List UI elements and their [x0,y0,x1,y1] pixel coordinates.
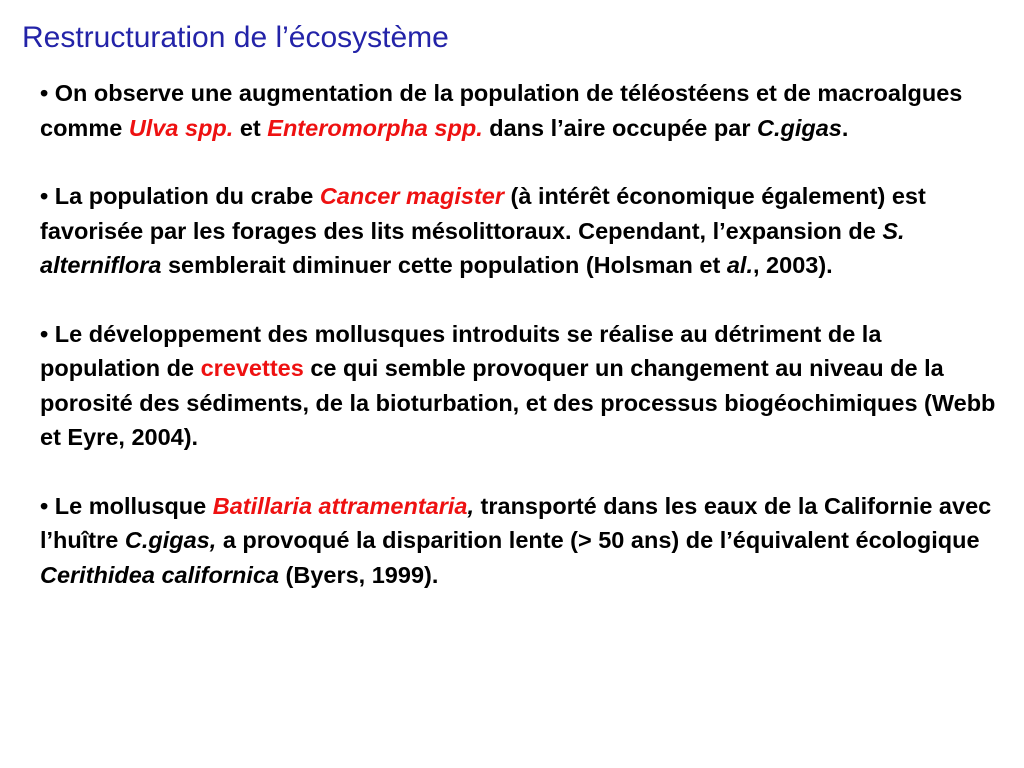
bullet-marker: • [40,183,49,209]
bullet-item-crab [40,179,1000,283]
text-segment: . [841,114,849,141]
bullet-marker: • [40,80,49,106]
species-name: Cerithidea californica [40,561,279,588]
species-name: S. alterniflora [40,217,905,278]
bullet-item-teleosts [40,76,1000,145]
text-segment: La population du crabe [54,183,320,209]
text-segment: a provoqué la disparition lente (> 50 ans) de l’équivalent écologique [216,527,980,553]
text-segment: , [467,492,474,519]
highlight-term: crevettes [200,355,304,381]
text-segment: et [233,114,268,141]
text-segment: On observe une augmentation de la population de téléostéens et de macroalgues comme [40,80,963,141]
text-segment: Le mollusque [54,492,213,519]
text-segment: (Byers, 1999). [279,561,439,588]
species-name: Ulva spp. [128,114,234,141]
species-name: Enteromorpha spp. [267,114,483,141]
bullet-item-molluscs [40,317,1000,455]
bullet-list [40,76,1000,592]
text-segment: , 2003). [753,252,833,278]
species-name: Batillaria attramentaria [212,492,468,519]
slide-title: Restructuration de l’écosystème [22,21,449,54]
bullet-marker: • [40,320,49,347]
text-segment: Le développement des mollusques introduits se réalise au détriment de la population de [40,320,882,381]
text-segment: dans l’aire occupée par [482,114,757,141]
text-segment: ce qui semble provoquer un changement au niveau de la porosité des sédiments, de la bioturbation, et des processus biogéochimiques (Webb et Eyre, 2004). [40,355,996,450]
bullet-marker: • [40,492,49,519]
text-segment: transporté dans les eaux de la Californie avec l’huître [40,492,992,553]
citation-etal: al. [726,252,753,278]
text-segment: (à intérêt économique également) est favorisée par les forages des lits mésolittoraux. Cependant, l’expansion de [40,183,926,244]
species-name: Cancer magister [319,183,504,209]
bullet-item-batillaria [40,489,1000,593]
species-name: C.gigas [757,114,842,141]
species-name: C.gigas, [124,527,217,553]
text-segment: semblerait diminuer cette population (Holsman et [161,252,727,278]
